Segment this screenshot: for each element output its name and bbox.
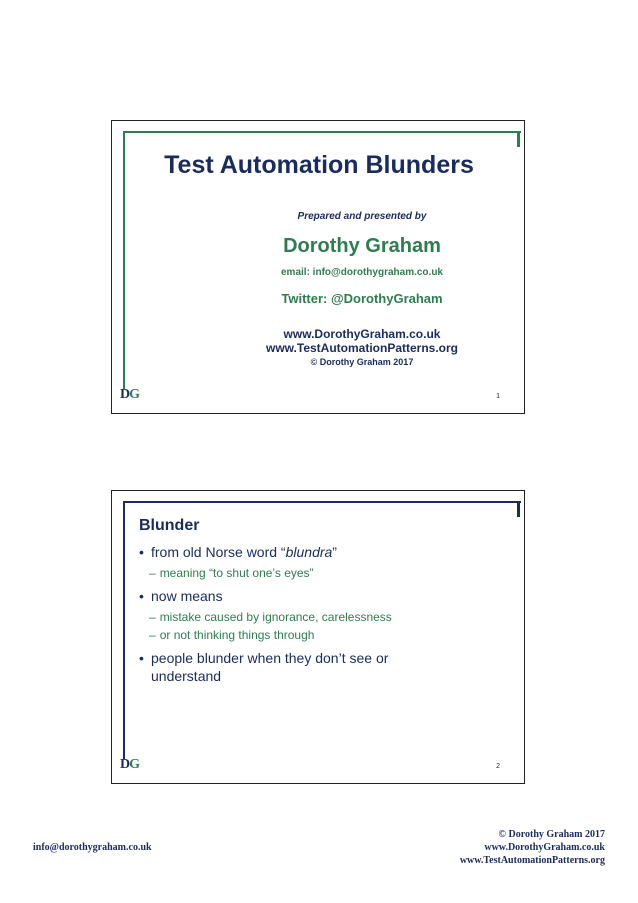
author-email: email: info@dorothygraham.co.uk <box>281 267 443 278</box>
dg-logo-icon: DG <box>120 757 140 772</box>
footer-copyright: © Dorothy Graham 2017 <box>498 829 605 840</box>
bullet-item: • from old Norse word “blundra” <box>139 543 499 561</box>
slide-accent-bar-right <box>517 501 520 517</box>
website-link-1[interactable]: www.DorothyGraham.co.uk <box>283 327 441 341</box>
bullet-item: • people blunder when they don’t see or understand <box>139 649 461 685</box>
footer-website-1[interactable]: www.DorothyGraham.co.uk <box>484 842 605 853</box>
prepared-by-label: Prepared and presented by <box>297 211 427 222</box>
slide-accent-bar-top <box>123 501 521 503</box>
author-twitter: Twitter: @DorothyGraham <box>281 291 443 306</box>
dg-logo-icon: DG <box>120 387 140 402</box>
slide-accent-bar-top <box>123 131 521 133</box>
slide-1 <box>111 120 525 414</box>
author-name: Dorothy Graham <box>283 235 441 257</box>
website-link-2[interactable]: www.TestAutomationPatterns.org <box>265 341 458 355</box>
bullet-item: • now means <box>139 587 499 605</box>
bullet-list <box>139 543 499 689</box>
slide-accent-bar-left <box>123 501 125 759</box>
sub-bullet-item: – or not thinking things through <box>149 628 315 642</box>
slide-accent-bar-right <box>517 131 520 147</box>
sub-bullet-item: – meaning “to shut one’s eyes” <box>149 566 314 580</box>
footer-website-2[interactable]: www.TestAutomationPatterns.org <box>459 855 605 866</box>
slide-heading: Blunder <box>139 517 200 534</box>
footer-email[interactable]: info@dorothygraham.co.uk <box>33 842 152 853</box>
slide-title: Test Automation Blunders <box>164 151 474 179</box>
sub-bullet-item: – mistake caused by ignorance, carelessness <box>149 610 392 624</box>
footer-contact-block <box>460 828 605 867</box>
slide-copyright: © Dorothy Graham 2017 <box>310 357 414 367</box>
slide-page-number: 1 <box>496 393 500 400</box>
slide-page-number: 2 <box>496 763 500 770</box>
slide-2 <box>111 490 525 784</box>
